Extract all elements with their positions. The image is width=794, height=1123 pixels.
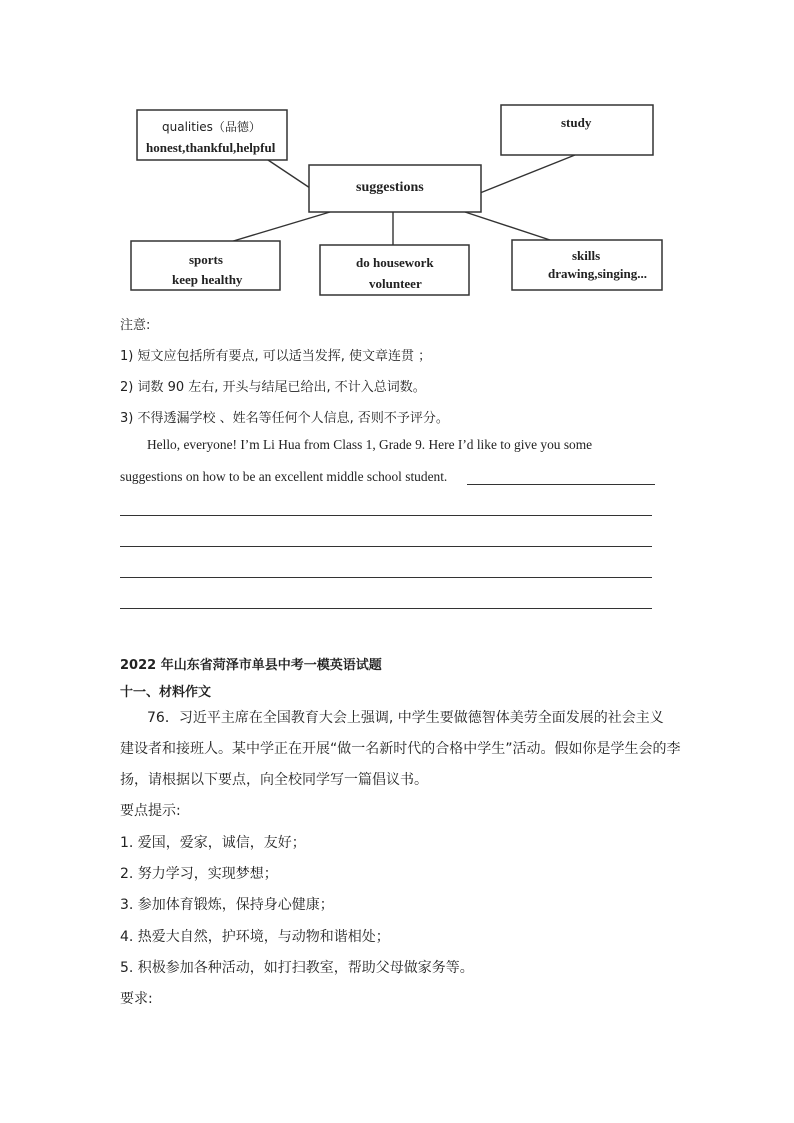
answer-blank-line-4 (120, 608, 652, 609)
note-item-2: 2) 词数 90 左右, 开头与结尾已给出, 不计入总词数。 (120, 380, 426, 395)
point-item-4: 4. 热爱大自然，护环境，与动物和谐相处； (120, 929, 390, 945)
essay-opening-line1: Hello, everyone! I’m Li Hua from Class 1, Grade 9. Here I’d like to give you some (147, 437, 593, 452)
skills-node (512, 240, 662, 290)
prompt-line-2: 建设者和接班人。某中学正在开展“做一名新时代的合格中学生”活动。假如你是学生会的李 (120, 741, 681, 757)
qualities-node (137, 110, 287, 160)
point-item-5: 5. 积极参加各种活动，如打扫教室，帮助父母做家务等。 (120, 960, 474, 976)
skills-label: skills (572, 248, 601, 263)
skills-detail: drawing,singing... (548, 266, 647, 281)
prompt-line-3: 扬，请根据以下要点，向全校同学写一篇倡议书。 (120, 772, 428, 788)
essay-opening-line2: suggestions on how to be an excellent middle school student. (120, 469, 448, 484)
requirements-label: 要求: (120, 991, 153, 1007)
connector-skills (465, 212, 550, 240)
housework-detail: volunteer (369, 276, 422, 291)
connector-qualities (265, 158, 310, 188)
housework-label: do housework (356, 255, 434, 270)
prompt-line-1: 76．习近平主席在全国教育大会上强调, 中学生要做德智体美劳全面发展的社会主义 (147, 710, 664, 726)
notes-label: 注意: (120, 318, 151, 333)
connector-sports (230, 212, 330, 242)
point-item-1: 1. 爱国，爱家，诚信，友好； (120, 835, 306, 851)
points-label: 要点提示: (120, 803, 181, 819)
housework-node (320, 245, 469, 295)
study-label: study (561, 115, 592, 130)
sports-label: sports (189, 252, 223, 267)
suggestions-node (309, 165, 481, 212)
section-title: 2022 年山东省菏泽市单县中考一模英语试题 (120, 658, 382, 673)
qualities-title: qualities（品德） (162, 120, 261, 134)
answer-blank-line-0 (467, 484, 655, 485)
point-item-2: 2. 努力学习，实现梦想； (120, 866, 278, 882)
study-node (501, 105, 653, 155)
note-item-1: 1) 短文应包括所有要点, 可以适当发挥, 使文章连贯 ； (120, 349, 432, 364)
section-subtitle: 十一、材料作文 (120, 685, 212, 700)
mind-map-diagram (0, 0, 794, 310)
sports-node (131, 241, 280, 290)
note-item-3: 3) 不得透漏学校 、姓名等任何个人信息, 否则不予评分。 (120, 411, 449, 426)
suggestions-label: suggestions (356, 180, 424, 195)
connector-study (480, 155, 575, 193)
qualities-list: honest,thankful,helpful (146, 140, 276, 155)
point-item-3: 3. 参加体育锻炼，保持身心健康； (120, 897, 334, 913)
answer-blank-line-2 (120, 546, 652, 547)
answer-blank-line-3 (120, 577, 652, 578)
sports-detail: keep healthy (172, 272, 243, 287)
answer-blank-line-1 (120, 515, 652, 516)
